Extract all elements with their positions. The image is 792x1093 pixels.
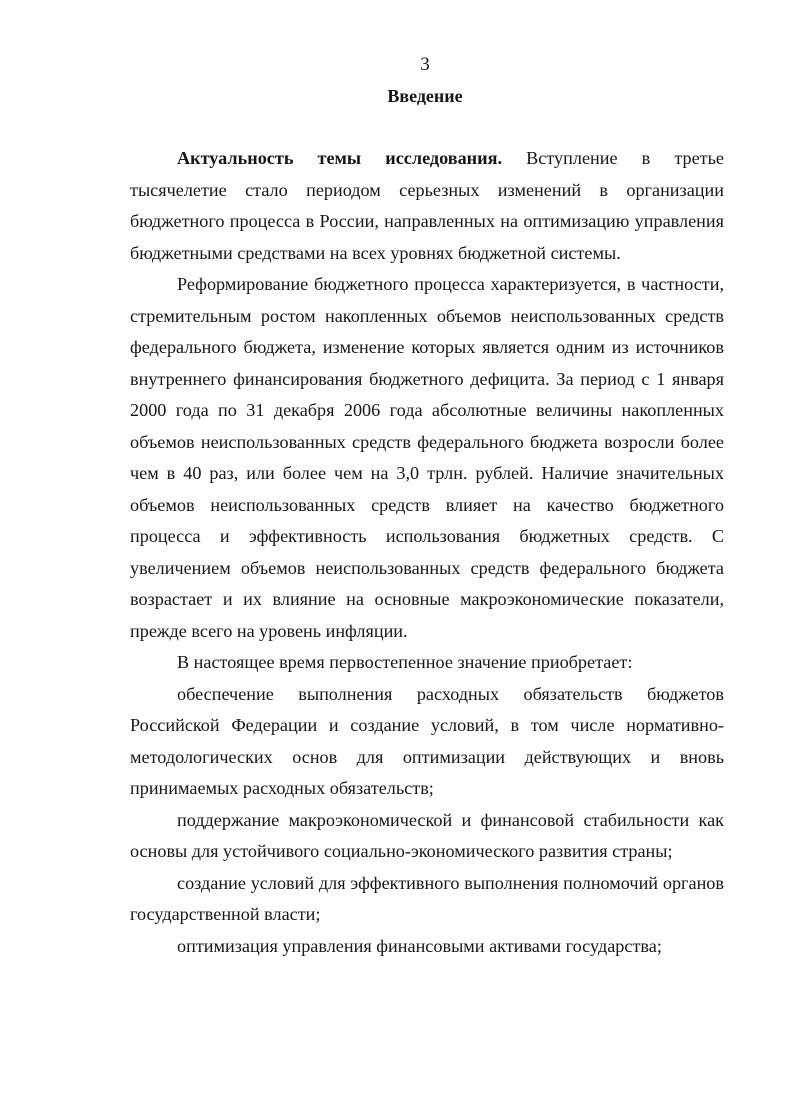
paragraph-reform: Реформирование бюджетного процесса характеризуется, в частности, стремительным ростом накопленных объемов неиспользованных средств федерального бюджета, изменение которых является одним из источников внутреннего финансирования бюджетного дефицита. За период с 1 января 2000 года по 31 декабря 2006 года абсолютные величины накопленных объемов неиспользованных средств федерального бюджета возросли более чем в 40 раз, или более чем на 3,0 трлн. рублей. Наличие значительных объемов неиспользованных средств влияет на качество бюджетного процесса и эффективность использования бюджетных средств. С увеличением объемов неиспользованных средств федерального бюджета возрастает и их влияние на основные макроэкономические показатели, прежде всего на уровень инфляции. [130,274,724,641]
list-item: обеспечение выполнения расходных обязательств бюджетов Российской Федерации и создание условий, в том числе нормативно-методологических основ для оптимизации действующих и вновь принимаемых расходных обязательств; [130,683,724,798]
section-heading: Введение [387,86,463,106]
paragraph-relevance [130,143,724,269]
paragraph-lead: Актуальность темы исследования. [177,148,503,168]
paragraph-priorities-intro: В настоящее время первостепенное значение приобретает: [177,652,633,672]
list-item: создание условий для эффективного выполнения полномочий органов государственной власти; [130,872,724,924]
body-text [130,143,724,962]
list-item: оптимизация управления финансовыми активами государства; [177,935,662,956]
paragraph-text: Вступление в третье тысячелетие стало периодом серьезных изменений в организации бюджетного процесса в России, направленных на оптимизацию управления бюджетными средствами на всех уровнях бюджетной системы. [130,148,725,263]
page-number: 3 [420,54,430,75]
list-item: поддержание макроэкономической и финансовой стабильности как основы для устойчивого социально-экономического развития страны; [130,809,724,861]
